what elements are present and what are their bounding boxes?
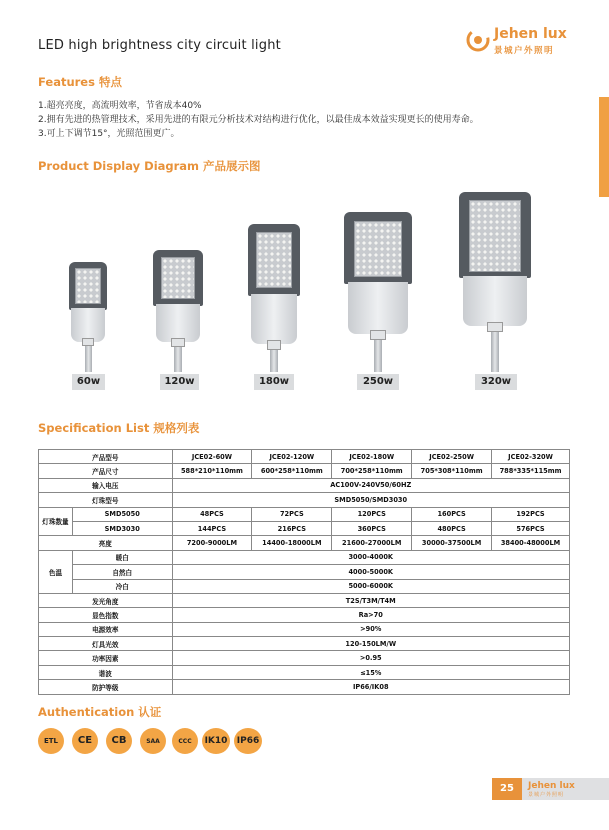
sun-logo-icon — [466, 28, 490, 52]
spec-title: Specification List 规格列表 — [38, 421, 200, 435]
table-cell: 705*308*110mm — [412, 464, 492, 478]
table-cell: 192PCS — [492, 507, 570, 521]
feature-item: 1.超亮亮度，高流明效率，节省成本40% — [38, 101, 202, 111]
table-cell: IP66/IK08 — [172, 680, 570, 694]
cert-label: CB — [111, 735, 127, 746]
watt-label-320w: 320w — [475, 374, 517, 390]
watt-label-250w: 250w — [357, 374, 399, 390]
cert-label: IK10 — [204, 736, 228, 746]
table-cell-label: 灯珠型号 — [39, 493, 173, 507]
table-cell: 14400-18000LM — [252, 536, 332, 550]
table-cell: 48PCS — [172, 507, 252, 521]
spec-table — [38, 449, 570, 695]
table-cell: 788*335*115mm — [492, 464, 570, 478]
table-cell: >90% — [172, 622, 570, 636]
table-cell: ≤15% — [172, 665, 570, 679]
table-row — [39, 507, 570, 521]
table-cell: JCE02-180W — [332, 450, 412, 464]
features-title: Features 特点 — [38, 75, 122, 89]
table-cell: 120-150LM/W — [172, 637, 570, 651]
page-title: LED high brightness city circuit light — [38, 38, 281, 53]
table-cell-label: SMD5050 — [72, 507, 172, 521]
table-cell-label: 冷白 — [72, 579, 172, 593]
table-cell-label: 产品型号 — [39, 450, 173, 464]
table-row — [39, 665, 570, 679]
table-cell: 600*258*110mm — [252, 464, 332, 478]
table-cell: 588*210*110mm — [172, 464, 252, 478]
lamp-image-250w — [344, 212, 412, 372]
table-cell: SMD5050/SMD3030 — [172, 493, 570, 507]
cert-label: ETL — [43, 737, 59, 745]
table-row — [39, 637, 570, 651]
table-row — [39, 608, 570, 622]
table-cell-label: 谐波 — [39, 665, 173, 679]
saa-cert-icon — [140, 728, 166, 754]
lamp-image-120w — [153, 250, 203, 372]
footer-brand-subtitle: 景城户外照明 — [528, 792, 565, 798]
table-row — [39, 579, 570, 593]
table-cell: 360PCS — [332, 521, 412, 535]
auth-title: Authentication 认证 — [38, 705, 162, 719]
cert-label: SAA — [146, 738, 160, 745]
table-cell: AC100V-240V50/60HZ — [172, 478, 570, 492]
ccc-cert-icon — [172, 728, 198, 754]
lamp-image-60w — [69, 262, 107, 372]
table-row — [39, 521, 570, 535]
table-cell-label: 发光角度 — [39, 593, 173, 607]
table-row — [39, 450, 570, 464]
brand-subtitle: 景城户外照明 — [494, 46, 555, 56]
table-cell: 7200-9000LM — [172, 536, 252, 550]
table-row — [39, 478, 570, 492]
table-row — [39, 550, 570, 564]
table-cell: 30000-37500LM — [412, 536, 492, 550]
table-cell: 480PCS — [412, 521, 492, 535]
table-cell: 4000-5000K — [172, 565, 570, 579]
table-cell: >0.95 — [172, 651, 570, 665]
table-cell: JCE02-320W — [492, 450, 570, 464]
table-cell-label: 显色指数 — [39, 608, 173, 622]
table-cell: 144PCS — [172, 521, 252, 535]
table-cell: 38400-48000LM — [492, 536, 570, 550]
cert-label: CE — [77, 735, 93, 746]
table-row — [39, 593, 570, 607]
table-cell-label: SMD3030 — [72, 521, 172, 535]
display-title: Product Display Diagram 产品展示图 — [38, 159, 261, 173]
table-cell: 700*258*110mm — [332, 464, 412, 478]
brand-name: Jehen lux — [494, 26, 567, 42]
table-cell: Ra>70 — [172, 608, 570, 622]
table-row — [39, 536, 570, 550]
table-row — [39, 565, 570, 579]
etl-cert-icon — [38, 728, 64, 754]
table-cell: 576PCS — [492, 521, 570, 535]
table-row — [39, 680, 570, 694]
cert-label: CCC — [178, 738, 192, 745]
table-cell: JCE02-250W — [412, 450, 492, 464]
brand-logo — [466, 26, 581, 58]
feature-item: 3.可上下调节15°，光照范围更广。 — [38, 129, 180, 139]
table-row — [39, 464, 570, 478]
feature-item: 2.拥有先进的热管理技术，采用先进的有限元分析技术对结构进行优化，以最佳成本效益实现更长的使用寿命。 — [38, 115, 479, 125]
table-cell-label: 亮度 — [39, 536, 173, 550]
table-cell-label: 功率因素 — [39, 651, 173, 665]
table-cell: T2S/T3M/T4M — [172, 593, 570, 607]
table-cell: 120PCS — [332, 507, 412, 521]
watt-label-180w: 180w — [254, 374, 294, 390]
table-cell-label: 电源效率 — [39, 622, 173, 636]
table-row — [39, 622, 570, 636]
ce-cert-icon — [72, 728, 98, 754]
table-cell-label: 灯珠数量 — [39, 507, 73, 536]
table-cell: 72PCS — [252, 507, 332, 521]
table-cell-label: 色温 — [39, 550, 73, 593]
table-cell-label: 防护等级 — [39, 680, 173, 694]
table-cell-label: 输入电压 — [39, 478, 173, 492]
cb-cert-icon — [106, 728, 132, 754]
table-row — [39, 651, 570, 665]
table-cell: JCE02-120W — [252, 450, 332, 464]
table-cell: 5000-6000K — [172, 579, 570, 593]
footer-brand: Jehen lux — [528, 781, 575, 791]
table-cell-label: 自然白 — [72, 565, 172, 579]
page-number: 25 — [492, 778, 522, 800]
table-cell-label: 产品尺寸 — [39, 464, 173, 478]
lamp-image-180w — [248, 224, 300, 372]
side-accent-bar — [599, 97, 609, 197]
cert-label: IP66 — [236, 736, 260, 746]
table-cell: 216PCS — [252, 521, 332, 535]
table-cell: JCE02-60W — [172, 450, 252, 464]
ik10-cert-icon — [202, 728, 230, 754]
table-cell: 3000-4000K — [172, 550, 570, 564]
ip66-cert-icon — [234, 728, 262, 754]
watt-label-120w: 120w — [160, 374, 199, 390]
table-cell: 160PCS — [412, 507, 492, 521]
table-cell: 21600-27000LM — [332, 536, 412, 550]
table-row — [39, 493, 570, 507]
watt-label-60w: 60w — [72, 374, 105, 390]
table-cell-label: 灯具光效 — [39, 637, 173, 651]
lamp-image-320w — [459, 192, 531, 372]
footer-bar — [492, 778, 609, 800]
table-cell-label: 暖白 — [72, 550, 172, 564]
